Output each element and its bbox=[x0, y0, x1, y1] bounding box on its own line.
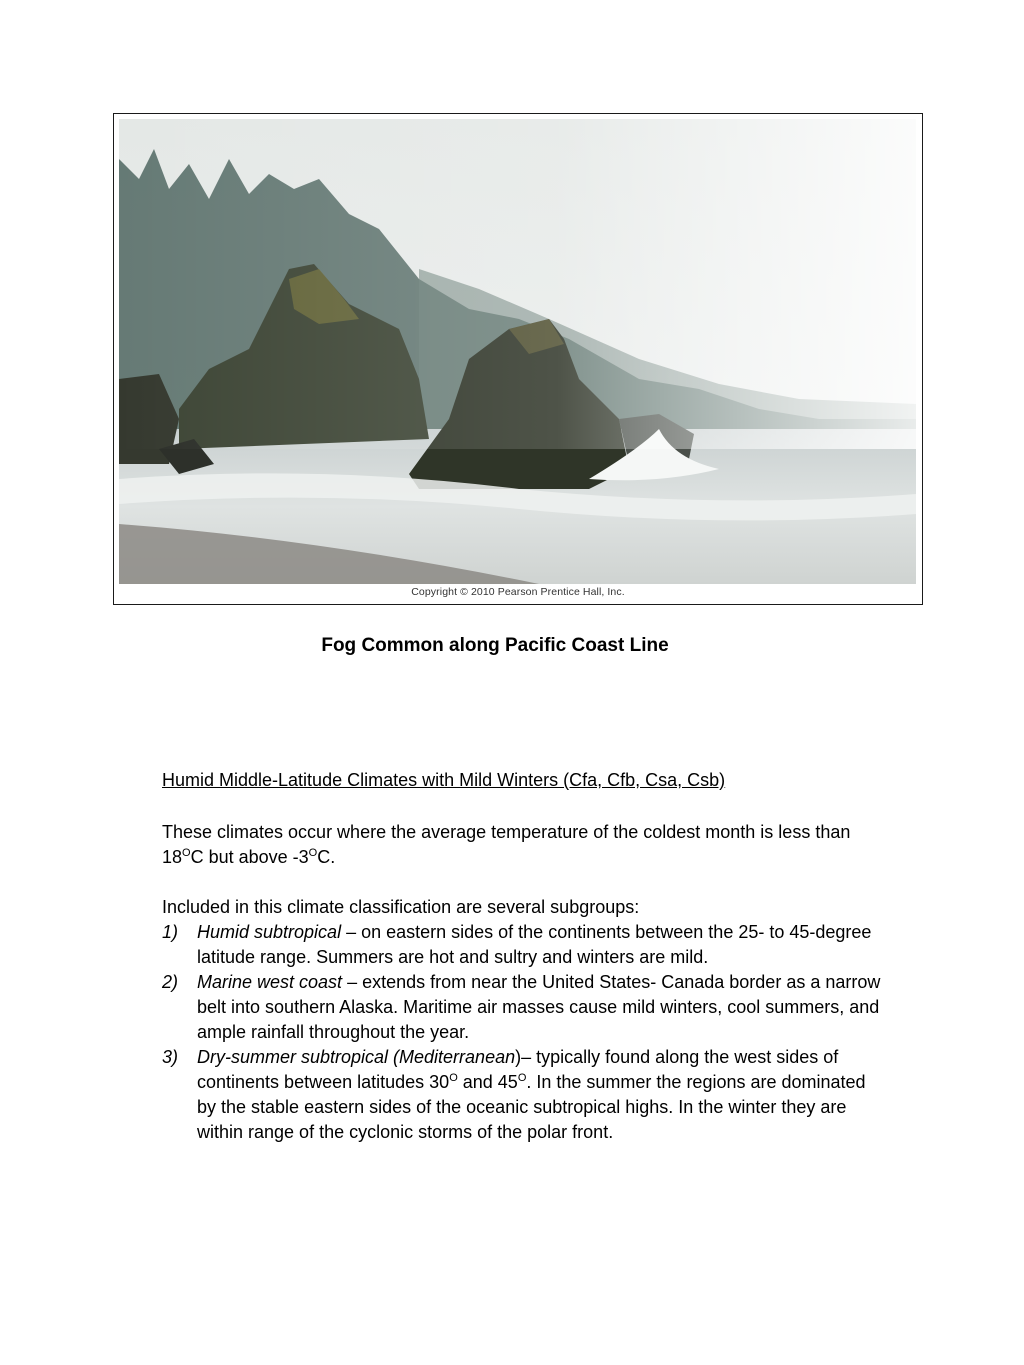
degree-mark: O bbox=[182, 847, 191, 859]
list-number: 1) bbox=[162, 922, 179, 942]
subgroup-description: – on eastern sides of the continents between the 25- to 45-degree latitude range. Summers are hot and sultry and winters are mild. bbox=[197, 922, 872, 967]
subgroup-description: and 45 bbox=[457, 1072, 518, 1092]
coast-fog-photo bbox=[119, 119, 916, 584]
intro-text-a: These climates occur where the average temperature of the coldest month is less than 18 bbox=[162, 822, 851, 867]
degree-mark: O bbox=[449, 1072, 458, 1084]
section-heading: Humid Middle-Latitude Climates with Mild Winters (Cfa, Cfb, Csa, Csb) bbox=[162, 770, 726, 790]
subgroup-term: Marine west coast bbox=[197, 972, 343, 992]
degree-mark: O bbox=[308, 847, 318, 859]
subgroup-term: Humid subtropical bbox=[197, 922, 342, 942]
lead-paragraph: Included in this climate classification are several subgroups: bbox=[162, 897, 640, 917]
list-number: 3) bbox=[162, 1047, 179, 1067]
list-number: 2) bbox=[162, 972, 179, 992]
subgroup-list bbox=[162, 920, 882, 1145]
intro-paragraph bbox=[162, 820, 882, 870]
intro-text-c: C. bbox=[317, 847, 336, 867]
subgroup-description: )– typically found along the west sides of continents between latitudes 30 bbox=[197, 1047, 839, 1092]
copyright-text: Copyright © 2010 Pearson Prentice Hall, Inc. bbox=[411, 586, 625, 598]
list-item bbox=[162, 970, 882, 1045]
list-item bbox=[162, 920, 882, 970]
subgroup-term: Dry-summer subtropical (Mediterranean bbox=[197, 1047, 516, 1067]
subgroup-description: – extends from near the United States- Canada border as a narrow belt into southern Alaska. Maritime air masses cause mild winters, cool summers, and ample rainfall throughout the year. bbox=[197, 972, 881, 1042]
intro-text-b: C but above -3 bbox=[190, 847, 309, 867]
photo-illustration bbox=[119, 119, 916, 584]
list-item bbox=[162, 1045, 882, 1145]
figure-caption: Fog Common along Pacific Coast Line bbox=[321, 635, 669, 656]
subgroup-description: . In the summer the regions are dominated by the stable eastern sides of the oceanic subtropical highs. In the winter they are within range of the cyclonic storms of the polar front. bbox=[197, 1072, 866, 1142]
figure-frame bbox=[113, 113, 923, 605]
degree-mark: O bbox=[517, 1072, 527, 1084]
